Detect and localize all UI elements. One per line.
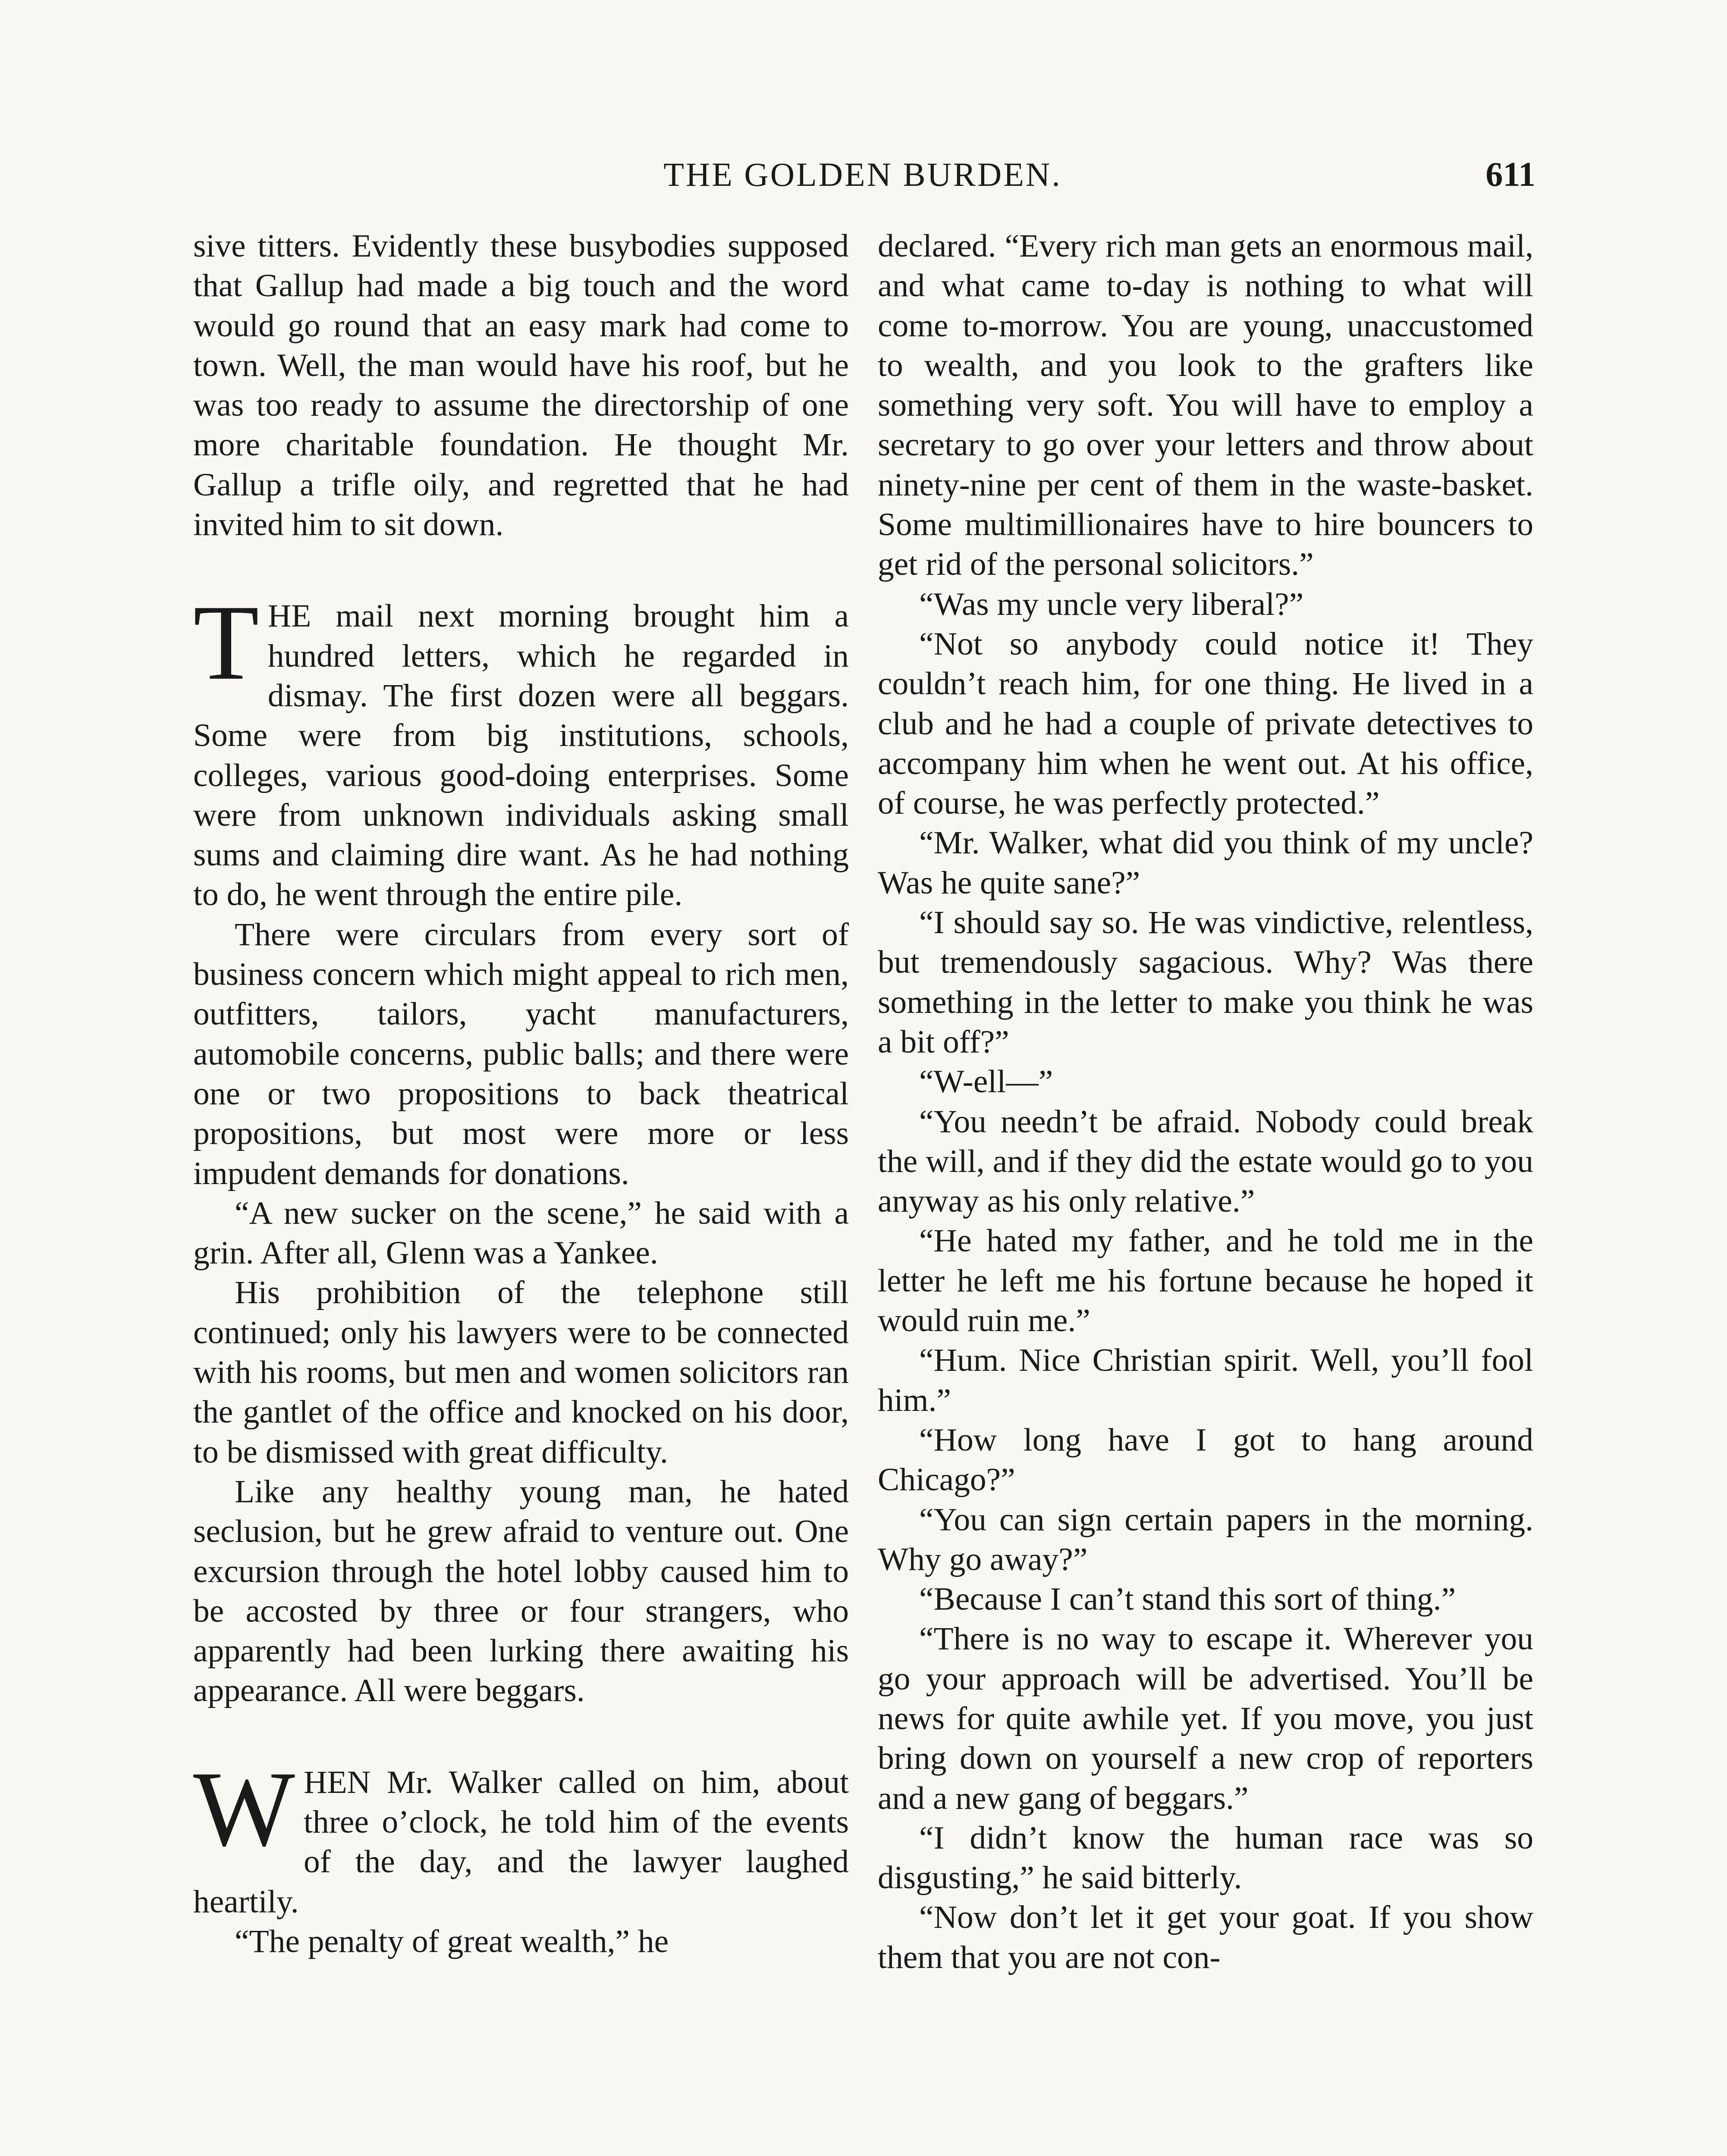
paragraph: “Mr. Walker, what did you think of my uncle? Was he quite sane?” — [878, 825, 1533, 901]
running-title: THE GOLDEN BURDEN. — [663, 156, 1062, 193]
paragraph: “Now don’t let it get your goat. If you show them that you are not con- — [878, 1899, 1533, 1975]
paragraph: “Hum. Nice Christian spirit. Well, you’ll fool him.” — [878, 1342, 1533, 1418]
paragraph: “I didn’t know the human race was so disgusting,” he said bitterly. — [878, 1820, 1533, 1896]
paragraph-text: HEN Mr. Walker called on him, about three o’clock, he told him of the events of the day, and the lawyer laughed heartily. — [193, 1764, 849, 1920]
paragraph: “A new sucker on the scene,” he said with a grin. After all, Glenn was a Yankee. — [193, 1195, 849, 1271]
paragraph: “W-ell—” — [919, 1064, 1053, 1100]
drop-cap: W — [193, 1749, 295, 1869]
paragraph: His prohibition of the telephone still continued; only his lawyers were to be connected with his rooms, but men and women solicitors ran the gantlet of the office and knocked on his door, to be dismissed with great difficulty. — [193, 1275, 849, 1470]
paragraph: “He hated my father, and he told me in the letter he left me his fortune because he hoped it would ruin me.” — [878, 1223, 1533, 1339]
running-head — [190, 151, 1535, 198]
paragraph: “There is no way to escape it. Wherever you go your approach will be advertised. You’ll be news for quite awhile yet. If you move, you just bring down on yourself a new crop of reporters and a new gang of beggars.” — [878, 1621, 1533, 1816]
page-number: 611 — [1485, 156, 1535, 194]
paragraph: “Because I can’t stand this sort of thing.” — [919, 1581, 1456, 1617]
drop-cap: T — [193, 583, 259, 703]
paragraph: There were circulars from every sort of business concern which might appeal to rich men, outfitters, tailors, yacht manufacturers, automobile concerns, public balls; and there were one or two propositions to back theatrical propositions, but most were more or less impudent demands for donations. — [193, 916, 849, 1191]
paragraph: “You can sign certain papers in the morning. Why go away?” — [878, 1501, 1533, 1577]
right-column — [878, 226, 1533, 1977]
paragraph: “Not so anybody could notice it! They couldn’t reach him, for one thing. He lived in a club and he had a couple of private detectives to accompany him when he went out. At his office, of course, he was perfectly protected.” — [878, 626, 1533, 821]
section-paragraph — [193, 583, 849, 915]
paragraph: “Was my uncle very liberal?” — [919, 586, 1304, 622]
left-column — [193, 226, 849, 1962]
paragraph: “The penalty of great wealth,” he — [235, 1923, 669, 1959]
paragraph: sive titters. Evidently these busybodies supposed that Gallup had made a big touch and the word would go round that an easy mark had come to town. Well, the man would have his roof, but he was too ready to assume the directorship of one more charitable foundation. He thought Mr. Gallup a trifle oily, and regretted that he had invited him to sit down. — [193, 228, 849, 543]
paragraph: “I should say so. He was vindictive, relentless, but tremendously sagacious. Why? Was there something in the letter to make you think he was a bit off?” — [878, 905, 1533, 1060]
paragraph: Like any healthy young man, he hated seclusion, but he grew afraid to venture out. One excursion through the hotel lobby caused him to be accosted by three or four strangers, who apparently had been lurking there awaiting his appearance. All were beggars. — [193, 1473, 849, 1709]
paragraph: “You needn’t be afraid. Nobody could break the will, and if they did the estate would go to you anyway as his only relative.” — [878, 1103, 1533, 1219]
paragraph: declared. “Every rich man gets an enormous mail, and what came to-day is nothing to what will come to-morrow. You are young, unaccustomed to wealth, and you look to the grafters like something very soft. You will have to employ a secretary to go over your letters and throw about ninety-nine per cent of them in the waste-basket. Some multimillionaires have to hire bouncers to get rid of the personal solicitors.” — [878, 228, 1533, 583]
paragraph: “How long have I got to hang around Chicago?” — [878, 1422, 1533, 1498]
section-paragraph — [193, 1749, 849, 1922]
paragraph-text: HE mail next morning brought him a hundred letters, which he regarded in dismay. The first dozen were all beggars. Some were from big institutions, schools, colleges, various good-doing enterprises. Some were from unknown individuals asking small sums and claiming dire want. As he had nothing to do, he went through the entire pile. — [193, 598, 849, 913]
